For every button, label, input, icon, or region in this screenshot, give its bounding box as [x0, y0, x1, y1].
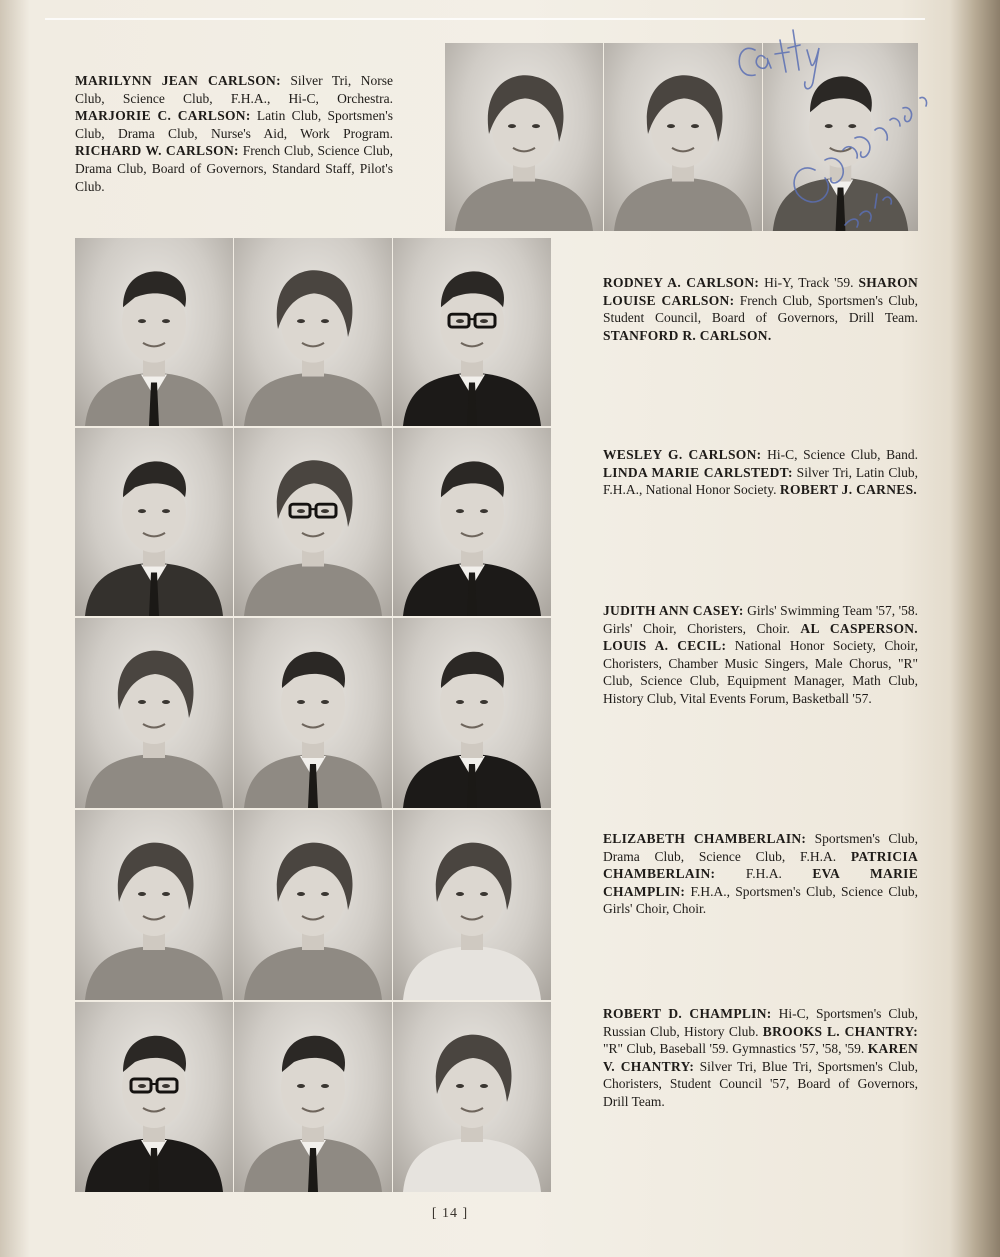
bio-block-2: [603, 274, 918, 344]
student-name: JUDITH ANN CASEY:: [603, 603, 744, 618]
bio-block-6: [603, 1005, 918, 1111]
page-number: [ 14 ]: [431, 1206, 469, 1221]
activities-text: Hi-Y, Track '59.: [759, 275, 859, 290]
activities-text: French Club, Science Club, Drama Club, Board of Governors, Standard Staff, Pilot's Club.: [75, 143, 393, 194]
student-name: MARILYNN JEAN CARLSON:: [75, 73, 281, 88]
student-name: WESLEY G. CARLSON:: [603, 447, 762, 462]
student-name: ELIZABETH CHAMBERLAIN:: [603, 831, 807, 846]
student-name: BROOKS L. CHANTRY:: [762, 1023, 919, 1039]
student-name: ROBERT D. CHAMPLIN:: [603, 1006, 772, 1021]
student-name: SHARON LOUISE CARLSON:: [603, 275, 918, 308]
student-portrait: [75, 618, 233, 808]
student-portrait: [234, 618, 392, 808]
student-name: LINDA MARIE CARLSTEDT:: [603, 464, 793, 480]
student-name: EVA MARIE CHAMPLIN:: [603, 866, 918, 899]
student-name: RODNEY A. CARLSON:: [603, 275, 760, 290]
bio-block-3: [603, 446, 918, 499]
student-portrait: [763, 43, 918, 231]
bio-block-4: [603, 602, 918, 708]
activities-text: National Honor Society, Choir, Choristers, Chamber Music Singers, Male Chorus, "R" Club, Science Club, Equipment Manager, Math Club, History Club, Vital Events Forum, Basketball '57.: [603, 638, 918, 706]
student-portrait: [234, 1002, 392, 1192]
student-portrait: [393, 618, 551, 808]
student-portrait: [393, 428, 551, 616]
student-portrait: [393, 1002, 551, 1192]
student-name: MARJORIE C. CARLSON:: [75, 108, 251, 124]
activities-text: Silver Tri, Latin Club, F.H.A., National Honor Society.: [603, 464, 918, 498]
student-portrait: [75, 238, 233, 426]
activities-text: Hi-C, Sportsmen's Club, Russian Club, History Club.: [603, 1006, 918, 1039]
student-name: PATRICIA CHAMBERLAIN:: [603, 848, 918, 882]
student-name: STANFORD R. CARLSON.: [603, 327, 772, 343]
activities-text: Girls' Swimming Team '57, '58. Girls' Choir, Choristers, Choir.: [603, 603, 918, 636]
student-name: RICHARD W. CARLSON:: [75, 143, 239, 159]
activities-text: Silver Tri, Norse Club, Science Club, F.H.A., Hi-C, Orchestra.: [75, 73, 393, 106]
student-portrait: [393, 810, 551, 1000]
activities-text: Sportsmen's Club, Drama Club, Science Club, F.H.A.: [603, 831, 918, 864]
activities-text: F.H.A.: [715, 866, 813, 882]
student-portrait: [75, 428, 233, 616]
student-name: ROBERT J. CARNES.: [779, 482, 918, 498]
activities-text: Hi-C, Science Club, Band.: [761, 447, 918, 462]
activities-text: Latin Club, Sportsmen's Club, Drama Club, Nurse's Aid, Work Program.: [75, 108, 393, 141]
bio-block-5: [603, 830, 918, 918]
bio-block-1: [75, 72, 393, 195]
activities-text: "R" Club, Baseball '59. Gymnastics '57, '58, '59.: [603, 1041, 868, 1057]
student-portrait: [234, 238, 392, 426]
student-portrait: [234, 810, 392, 1000]
student-portrait: [445, 43, 603, 231]
top-rule: [45, 18, 925, 20]
student-portrait: [75, 1002, 233, 1192]
student-name: AL CASPERSON. LOUIS A. CECIL:: [603, 620, 918, 654]
student-name: KAREN V. CHANTRY:: [603, 1041, 918, 1074]
student-portrait: [604, 43, 762, 231]
activities-text: F.H.A., Sportsmen's Club, Science Club, Girls' Choir, Choir.: [603, 883, 918, 917]
student-portrait: [393, 238, 551, 426]
student-portrait: [75, 810, 233, 1000]
student-portrait: [234, 428, 392, 616]
activities-text: Silver Tri, Blue Tri, Sportsmen's Club, Choristers, Student Council '57, Board of Governors, Drill Team.: [603, 1058, 918, 1109]
activities-text: French Club, Sportsmen's Club, Student Council, Board of Governors, Drill Team.: [603, 292, 919, 326]
